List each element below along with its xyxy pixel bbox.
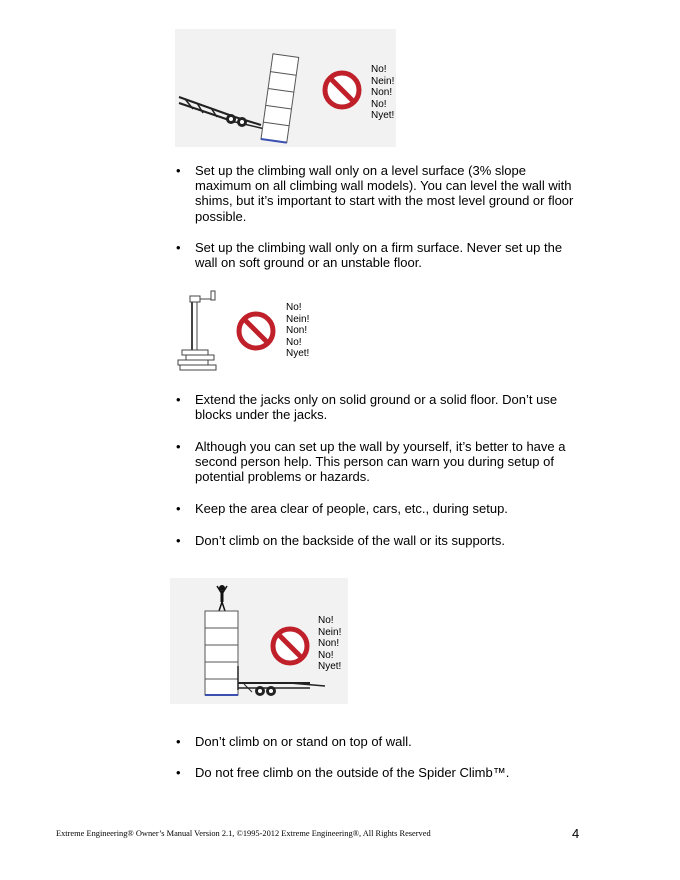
bullet-text: Set up the climbing wall only on a level surface (3% slope maximum on all climbing wall models). You can level the wall with shims, but it’s important to start with the most level ground or floor possible. xyxy=(195,163,574,224)
bullet-symbol: • xyxy=(176,765,181,780)
warning-labels xyxy=(371,64,394,122)
bullet-symbol: • xyxy=(176,163,181,178)
stand-on-top-figure xyxy=(170,578,348,704)
bullet-text: Keep the area clear of people, cars, etc., during setup. xyxy=(195,501,508,516)
warning-label: Nyet! xyxy=(286,348,310,359)
tilted-wall-figure xyxy=(175,29,396,147)
warning-label: No! xyxy=(318,615,334,626)
warning-label: Non! xyxy=(286,325,308,336)
bullet-symbol: • xyxy=(176,734,181,749)
bullet-text: Do not free climb on the outside of the Spider Climb™. xyxy=(195,765,510,780)
jack-blocks-figure xyxy=(176,288,316,372)
warning-labels xyxy=(318,615,341,673)
warning-label: Nein! xyxy=(318,626,342,638)
bullet-text: Extend the jacks only on solid ground or a solid floor. Don’t use blocks under the jacks. xyxy=(195,392,558,423)
page-number: 4 xyxy=(572,826,580,841)
warning-label: No! xyxy=(318,649,334,661)
tilted-wall-drawing xyxy=(175,29,396,147)
bullet-symbol: • xyxy=(176,240,181,255)
warning-label: Nein! xyxy=(286,313,310,325)
warning-label: Non! xyxy=(371,87,393,98)
warning-label: No! xyxy=(286,336,302,348)
bullet-symbol: • xyxy=(176,439,181,454)
bullet-symbol: • xyxy=(176,501,181,516)
warning-label: Nyet! xyxy=(371,110,395,121)
warning-labels xyxy=(286,302,309,360)
warning-label: No! xyxy=(286,302,302,313)
footer-copyright: Extreme Engineering® Owner’s Manual Version 2.1, ©1995-2012 Extreme Engineering®, All Rights Reserved xyxy=(56,829,431,838)
warning-label: No! xyxy=(371,98,387,110)
warning-label: Nein! xyxy=(371,75,395,87)
bullet-symbol: • xyxy=(176,392,181,407)
bullet-text: Don’t climb on or stand on top of wall. xyxy=(195,734,412,749)
bullet-text: Set up the climbing wall only on a firm surface. Never set up the wall on soft ground or an unstable floor. xyxy=(195,240,563,271)
warning-label: Non! xyxy=(318,638,340,649)
warning-label: No! xyxy=(371,64,387,75)
warning-label: Nyet! xyxy=(318,661,342,672)
bullet-text: Don’t climb on the backside of the wall or its supports. xyxy=(195,533,505,548)
bullet-symbol: • xyxy=(176,533,181,548)
bullet-text: Although you can set up the wall by yourself, it’s better to have a second person help. This person can warn you during setup of potential problems or hazards. xyxy=(195,439,566,485)
